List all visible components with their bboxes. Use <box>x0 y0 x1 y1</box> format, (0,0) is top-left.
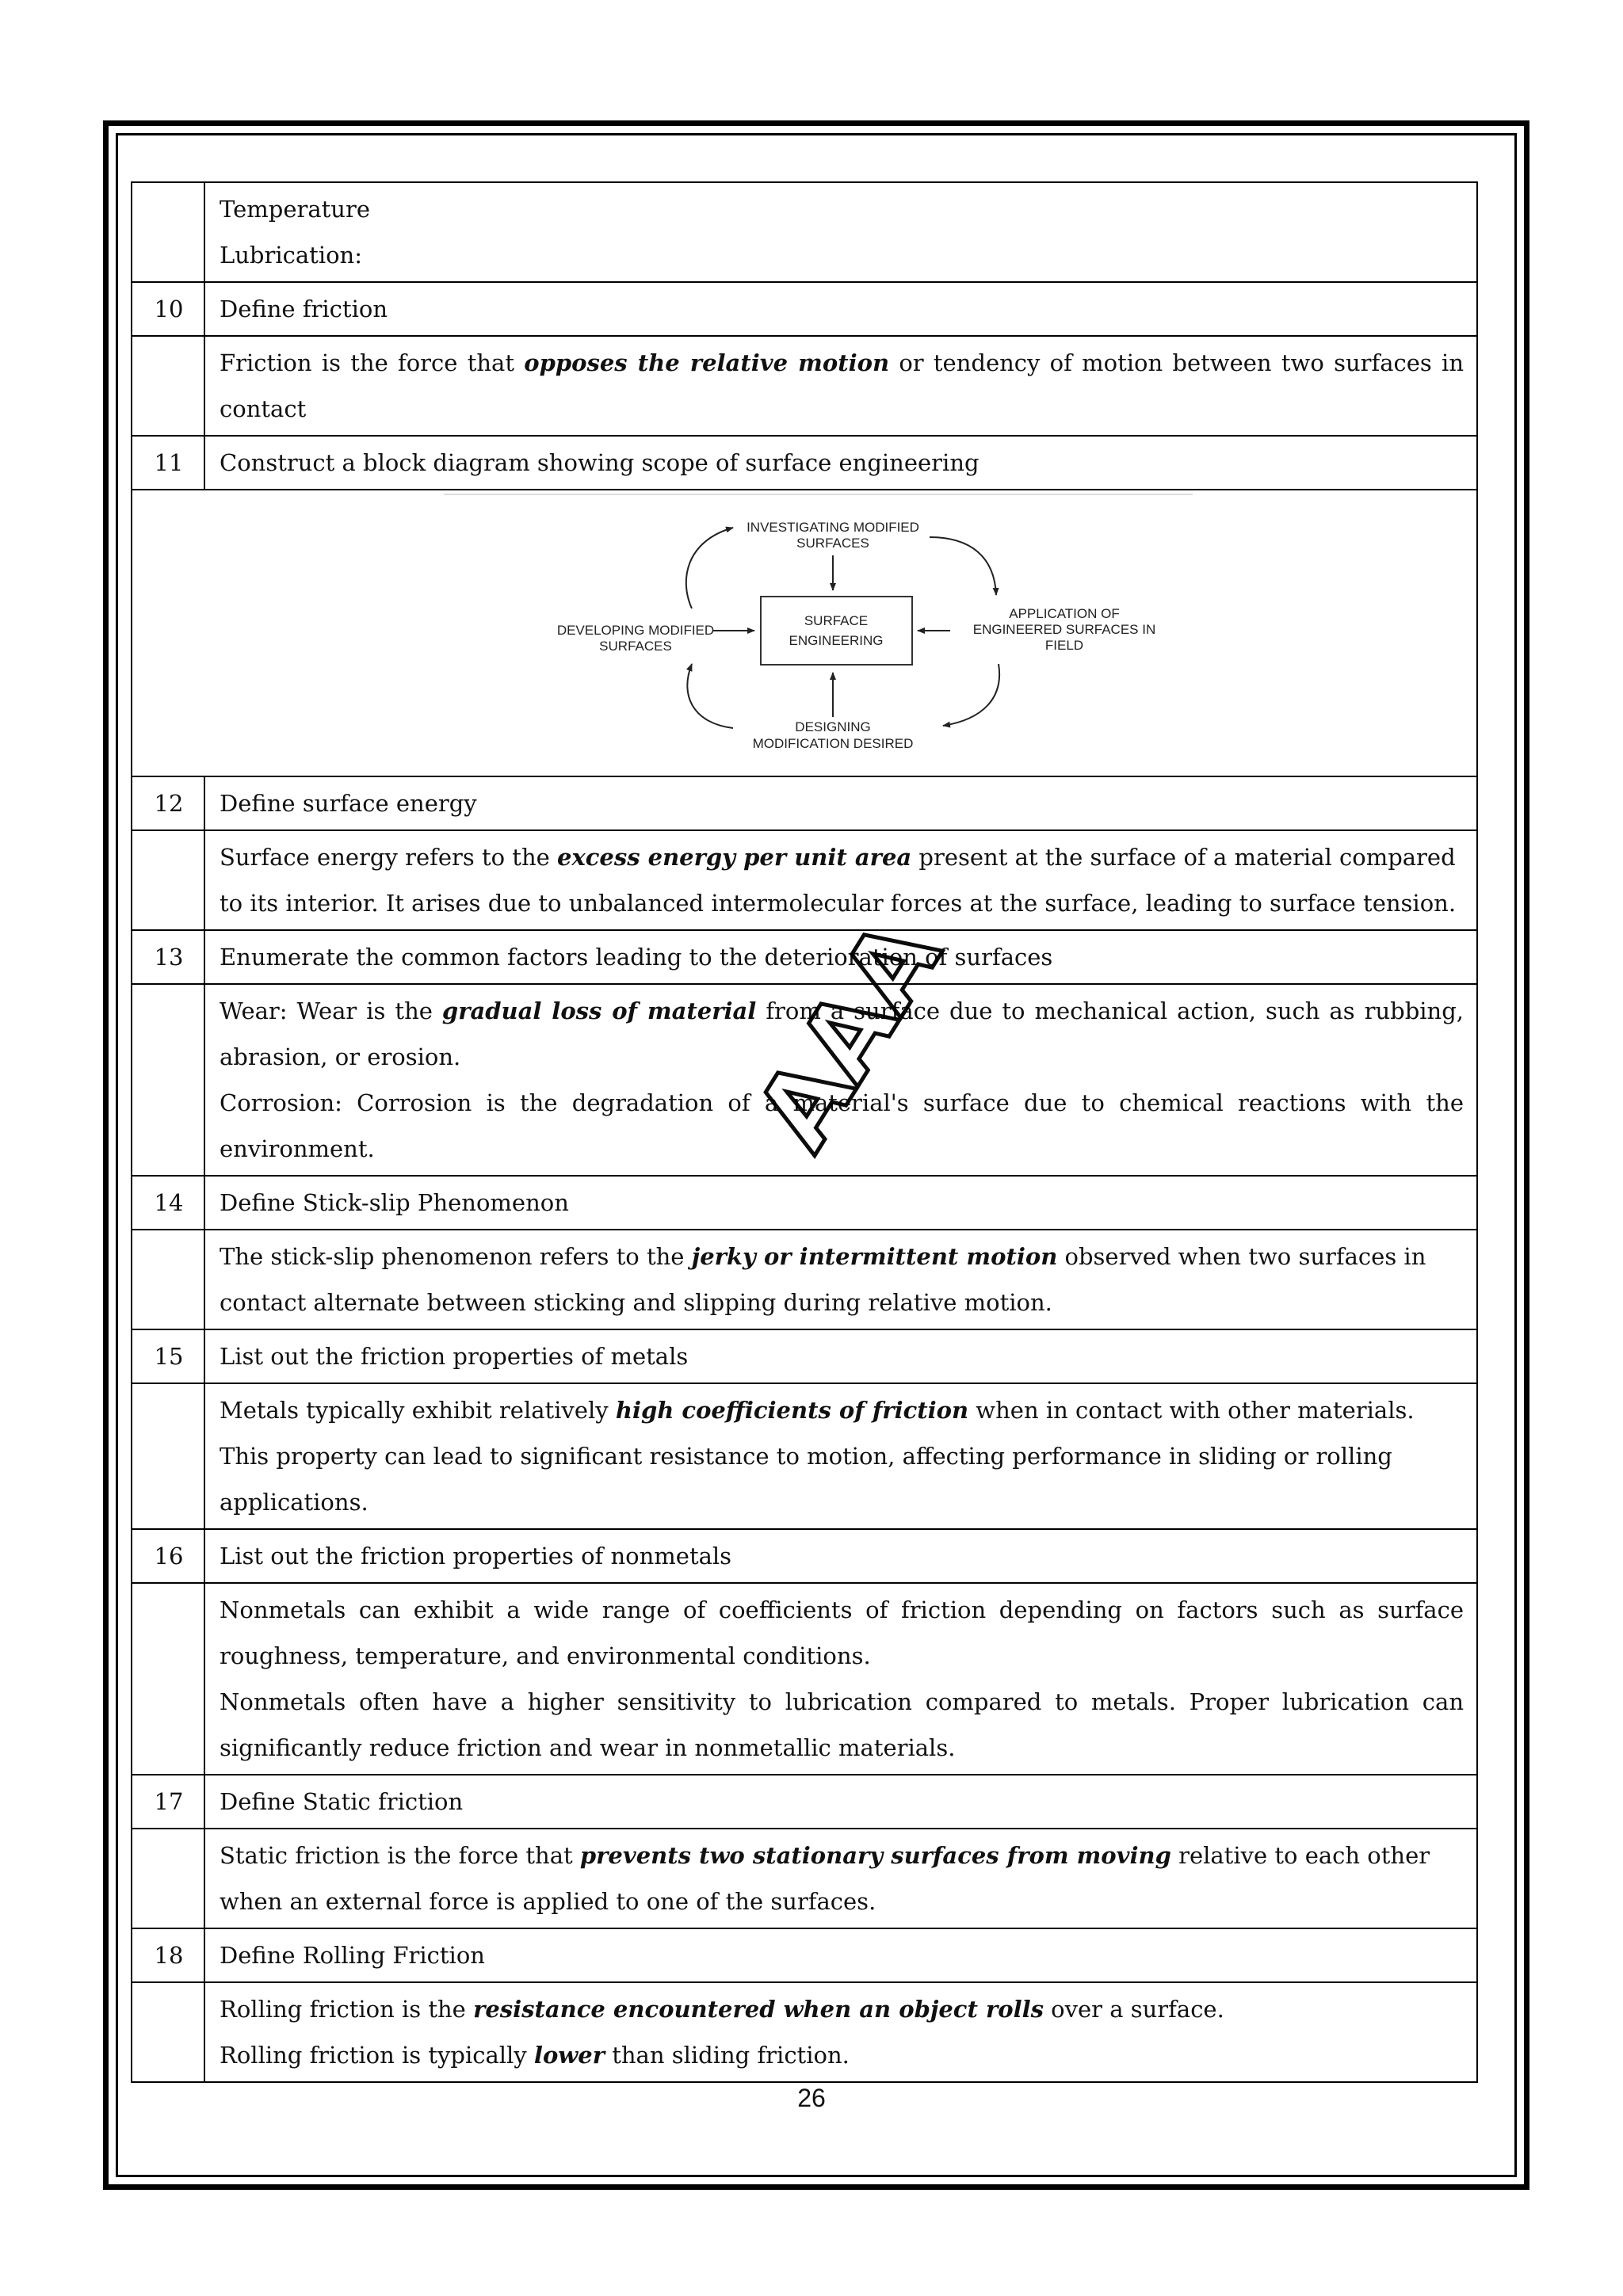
left-label-line: SURFACES <box>599 639 672 654</box>
surface-engineering-block-diagram <box>147 494 1494 772</box>
center-label-line: ENGINEERING <box>789 633 884 648</box>
answer-line: Temperature <box>220 196 370 223</box>
answer-cell <box>204 336 1477 436</box>
question-number <box>132 1230 204 1329</box>
diagram-row <box>132 490 1477 776</box>
watermark: AAA <box>733 898 965 1169</box>
question-number <box>132 1583 204 1775</box>
question-number <box>132 1982 204 2082</box>
center-box <box>761 597 912 665</box>
answer-line: Surface energy refers to the excess energy per unit area present at the surface of a material compared to its interior. It arises due to unbalanced intermolecular forces at the surface, leading to surface tension. <box>220 844 1457 917</box>
diagram-cell <box>132 490 1477 776</box>
table-row <box>132 776 1477 830</box>
answer-line: Nonmetals often have a higher sensitivity to lubrication compared to metals. Proper lubrication can significantly reduce friction and wear in nonmetallic materials. <box>220 1688 1464 1761</box>
question-number <box>132 984 204 1176</box>
question-text: Define Stick-slip Phenomenon <box>204 1176 1477 1230</box>
table-row <box>132 282 1477 336</box>
table-row <box>132 1775 1477 1829</box>
table-row <box>132 1230 1477 1329</box>
answer-cell <box>204 1230 1477 1329</box>
question-number: 10 <box>132 282 204 336</box>
table-row <box>132 436 1477 490</box>
answer-line: Rolling friction is typically lower than sliding friction. <box>220 2042 850 2069</box>
right-label-line: APPLICATION OF <box>1009 606 1120 621</box>
table-row <box>132 1383 1477 1529</box>
table-row <box>132 1529 1477 1583</box>
right-label-line: ENGINEERED SURFACES IN <box>972 622 1156 637</box>
answer-line: Rolling friction is the resistance encountered when an object rolls over a surface. <box>220 1996 1224 2023</box>
table-row <box>132 1583 1477 1775</box>
top-label-line: INVESTIGATING MODIFIED <box>747 520 919 535</box>
question-number: 17 <box>132 1775 204 1829</box>
cycle-arrow-right-to-bottom <box>943 664 999 726</box>
table-row <box>132 336 1477 436</box>
answer-line: The stick-slip phenomenon refers to the jerky or intermittent motion observed when two surfaces in contact alternate between sticking and slipping during relative motion. <box>220 1243 1426 1316</box>
cycle-arrow-top-to-right <box>930 537 996 595</box>
question-number <box>132 182 204 282</box>
answer-line: Static friction is the force that prevents two stationary surfaces from moving relative to each other when an external force is applied to one of the surfaces. <box>220 1842 1430 1915</box>
answer-line: Friction is the force that opposes the relative motion or tendency of motion between two surfaces in contact <box>220 349 1465 422</box>
answer-line: Metals typically exhibit relatively high coefficients of friction when in contact with other materials. <box>220 1397 1415 1424</box>
question-text: Construct a block diagram showing scope of surface engineering <box>204 436 1477 490</box>
question-text: Define surface energy <box>204 776 1477 830</box>
question-number: 18 <box>132 1928 204 1982</box>
table-row <box>132 830 1477 930</box>
table-row <box>132 1329 1477 1383</box>
left-label-line: DEVELOPING MODIFIED <box>556 623 715 638</box>
bottom-label-line: MODIFICATION DESIRED <box>752 736 914 751</box>
question-number <box>132 1829 204 1928</box>
page-number: 26 <box>797 2084 826 2112</box>
table-row <box>132 1829 1477 1928</box>
question-text: List out the friction properties of metals <box>204 1329 1477 1383</box>
table-row <box>132 1982 1477 2082</box>
cycle-arrow-bottom-to-left <box>687 664 733 728</box>
question-number <box>132 1383 204 1529</box>
answer-cell <box>204 182 1477 282</box>
answer-line: Corrosion: Corrosion is the degradation of a material's surface due to chemical reactions with the environment. <box>220 1089 1464 1162</box>
answer-cell <box>204 830 1477 930</box>
question-text: Define Static friction <box>204 1775 1477 1829</box>
table-row <box>132 1176 1477 1230</box>
answer-line: Lubrication: <box>220 242 363 269</box>
table-row <box>132 182 1477 282</box>
bottom-label-line: DESIGNING <box>795 719 871 734</box>
question-number: 16 <box>132 1529 204 1583</box>
question-text: List out the friction properties of nonmetals <box>204 1529 1477 1583</box>
answer-cell <box>204 1383 1477 1529</box>
answer-cell <box>204 1829 1477 1928</box>
answer-line: Nonmetals can exhibit a wide range of coefficients of friction depending on factors such as surface roughness, temperature, and environmental conditions. <box>220 1596 1464 1669</box>
question-number: 15 <box>132 1329 204 1383</box>
question-text: Define Rolling Friction <box>204 1928 1477 1982</box>
table-row <box>132 1928 1477 1982</box>
question-text: Enumerate the common factors leading to the deterioration of surfaces <box>204 930 1477 984</box>
top-label-line: SURFACES <box>796 536 869 551</box>
answer-line: Wear: Wear is the gradual loss of material from a surface due to mechanical action, such as rubbing, abrasion, or erosion. <box>220 997 1465 1070</box>
question-number <box>132 830 204 930</box>
question-number: 12 <box>132 776 204 830</box>
right-label-line: FIELD <box>1044 638 1084 653</box>
question-text: Define friction <box>204 282 1477 336</box>
table-row <box>132 930 1477 984</box>
question-number <box>132 336 204 436</box>
center-label-line: SURFACE <box>804 613 869 628</box>
answer-line: This property can lead to significant resistance to motion, affecting performance in sliding or rolling applications. <box>220 1443 1392 1516</box>
cycle-arrow-left-to-top <box>686 528 733 608</box>
answer-cell <box>204 1583 1477 1775</box>
answer-cell <box>204 1982 1477 2082</box>
question-number: 11 <box>132 436 204 490</box>
question-number: 13 <box>132 930 204 984</box>
question-number: 14 <box>132 1176 204 1230</box>
